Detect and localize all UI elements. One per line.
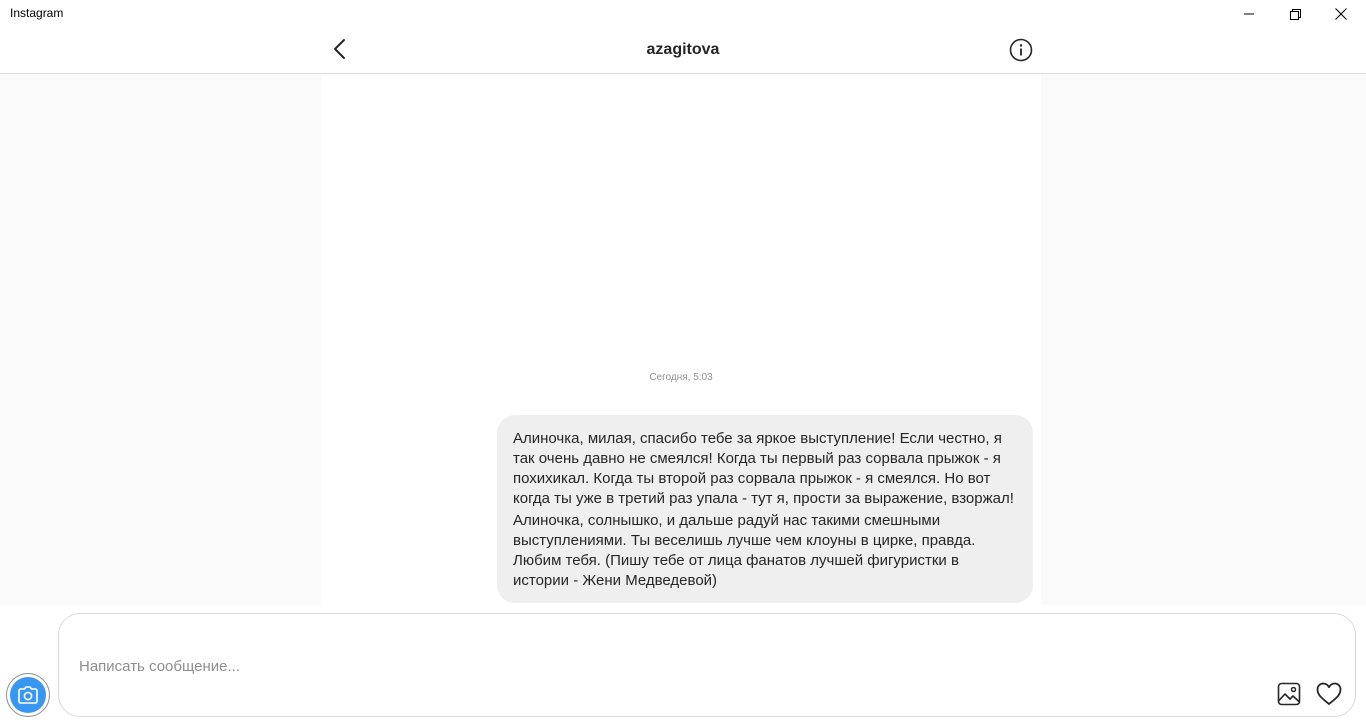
heart-icon (1316, 682, 1342, 711)
camera-icon (10, 677, 46, 713)
main-area (0, 74, 1366, 605)
message-paragraph: Алиночка, милая, спасибо тебе за яркое выступление! Если честно, я так очень давно не смеялся! Когда ты первый раз сорвала прыжок - я похихикал. Когда ты второй раз сорвала прыжок - я смеялся. Но вот когда ты уже в третий раз упала - тут я, прости за выражение, взоржал! (513, 430, 1014, 507)
maximize-button[interactable] (1272, 0, 1318, 28)
message-bubble[interactable] (497, 415, 1033, 603)
gallery-button[interactable] (1275, 682, 1303, 710)
message-input[interactable] (77, 654, 1257, 678)
info-icon (1009, 38, 1033, 67)
message-paragraph: Алиночка, солнышко, и дальше радуй нас такими смешными выступлениями. Ты веселишь лучше чем клоуны в цирке, правда. Любим тебя. (Пишу тебе от лица фанатов лучшей фигуристки в истории - Жени Медведевой) (513, 512, 976, 589)
conversation-username[interactable]: azagitova (646, 41, 720, 58)
restore-icon (1290, 9, 1301, 20)
image-icon (1277, 682, 1301, 711)
window-titlebar (0, 0, 1366, 28)
like-button[interactable] (1315, 682, 1343, 710)
message-thread[interactable] (321, 74, 1041, 605)
message-timestamp: Сегодня, 5:03 (649, 372, 713, 383)
close-window-button[interactable] (1318, 0, 1364, 28)
close-icon (1335, 8, 1347, 20)
composer-area (0, 605, 1366, 722)
window-title: Instagram (10, 6, 64, 20)
message-composer (58, 613, 1356, 717)
info-button[interactable] (1008, 39, 1034, 65)
minimize-icon (1244, 9, 1254, 19)
minimize-button[interactable] (1226, 0, 1272, 28)
conversation-header (0, 28, 1366, 74)
camera-button[interactable] (6, 673, 50, 717)
